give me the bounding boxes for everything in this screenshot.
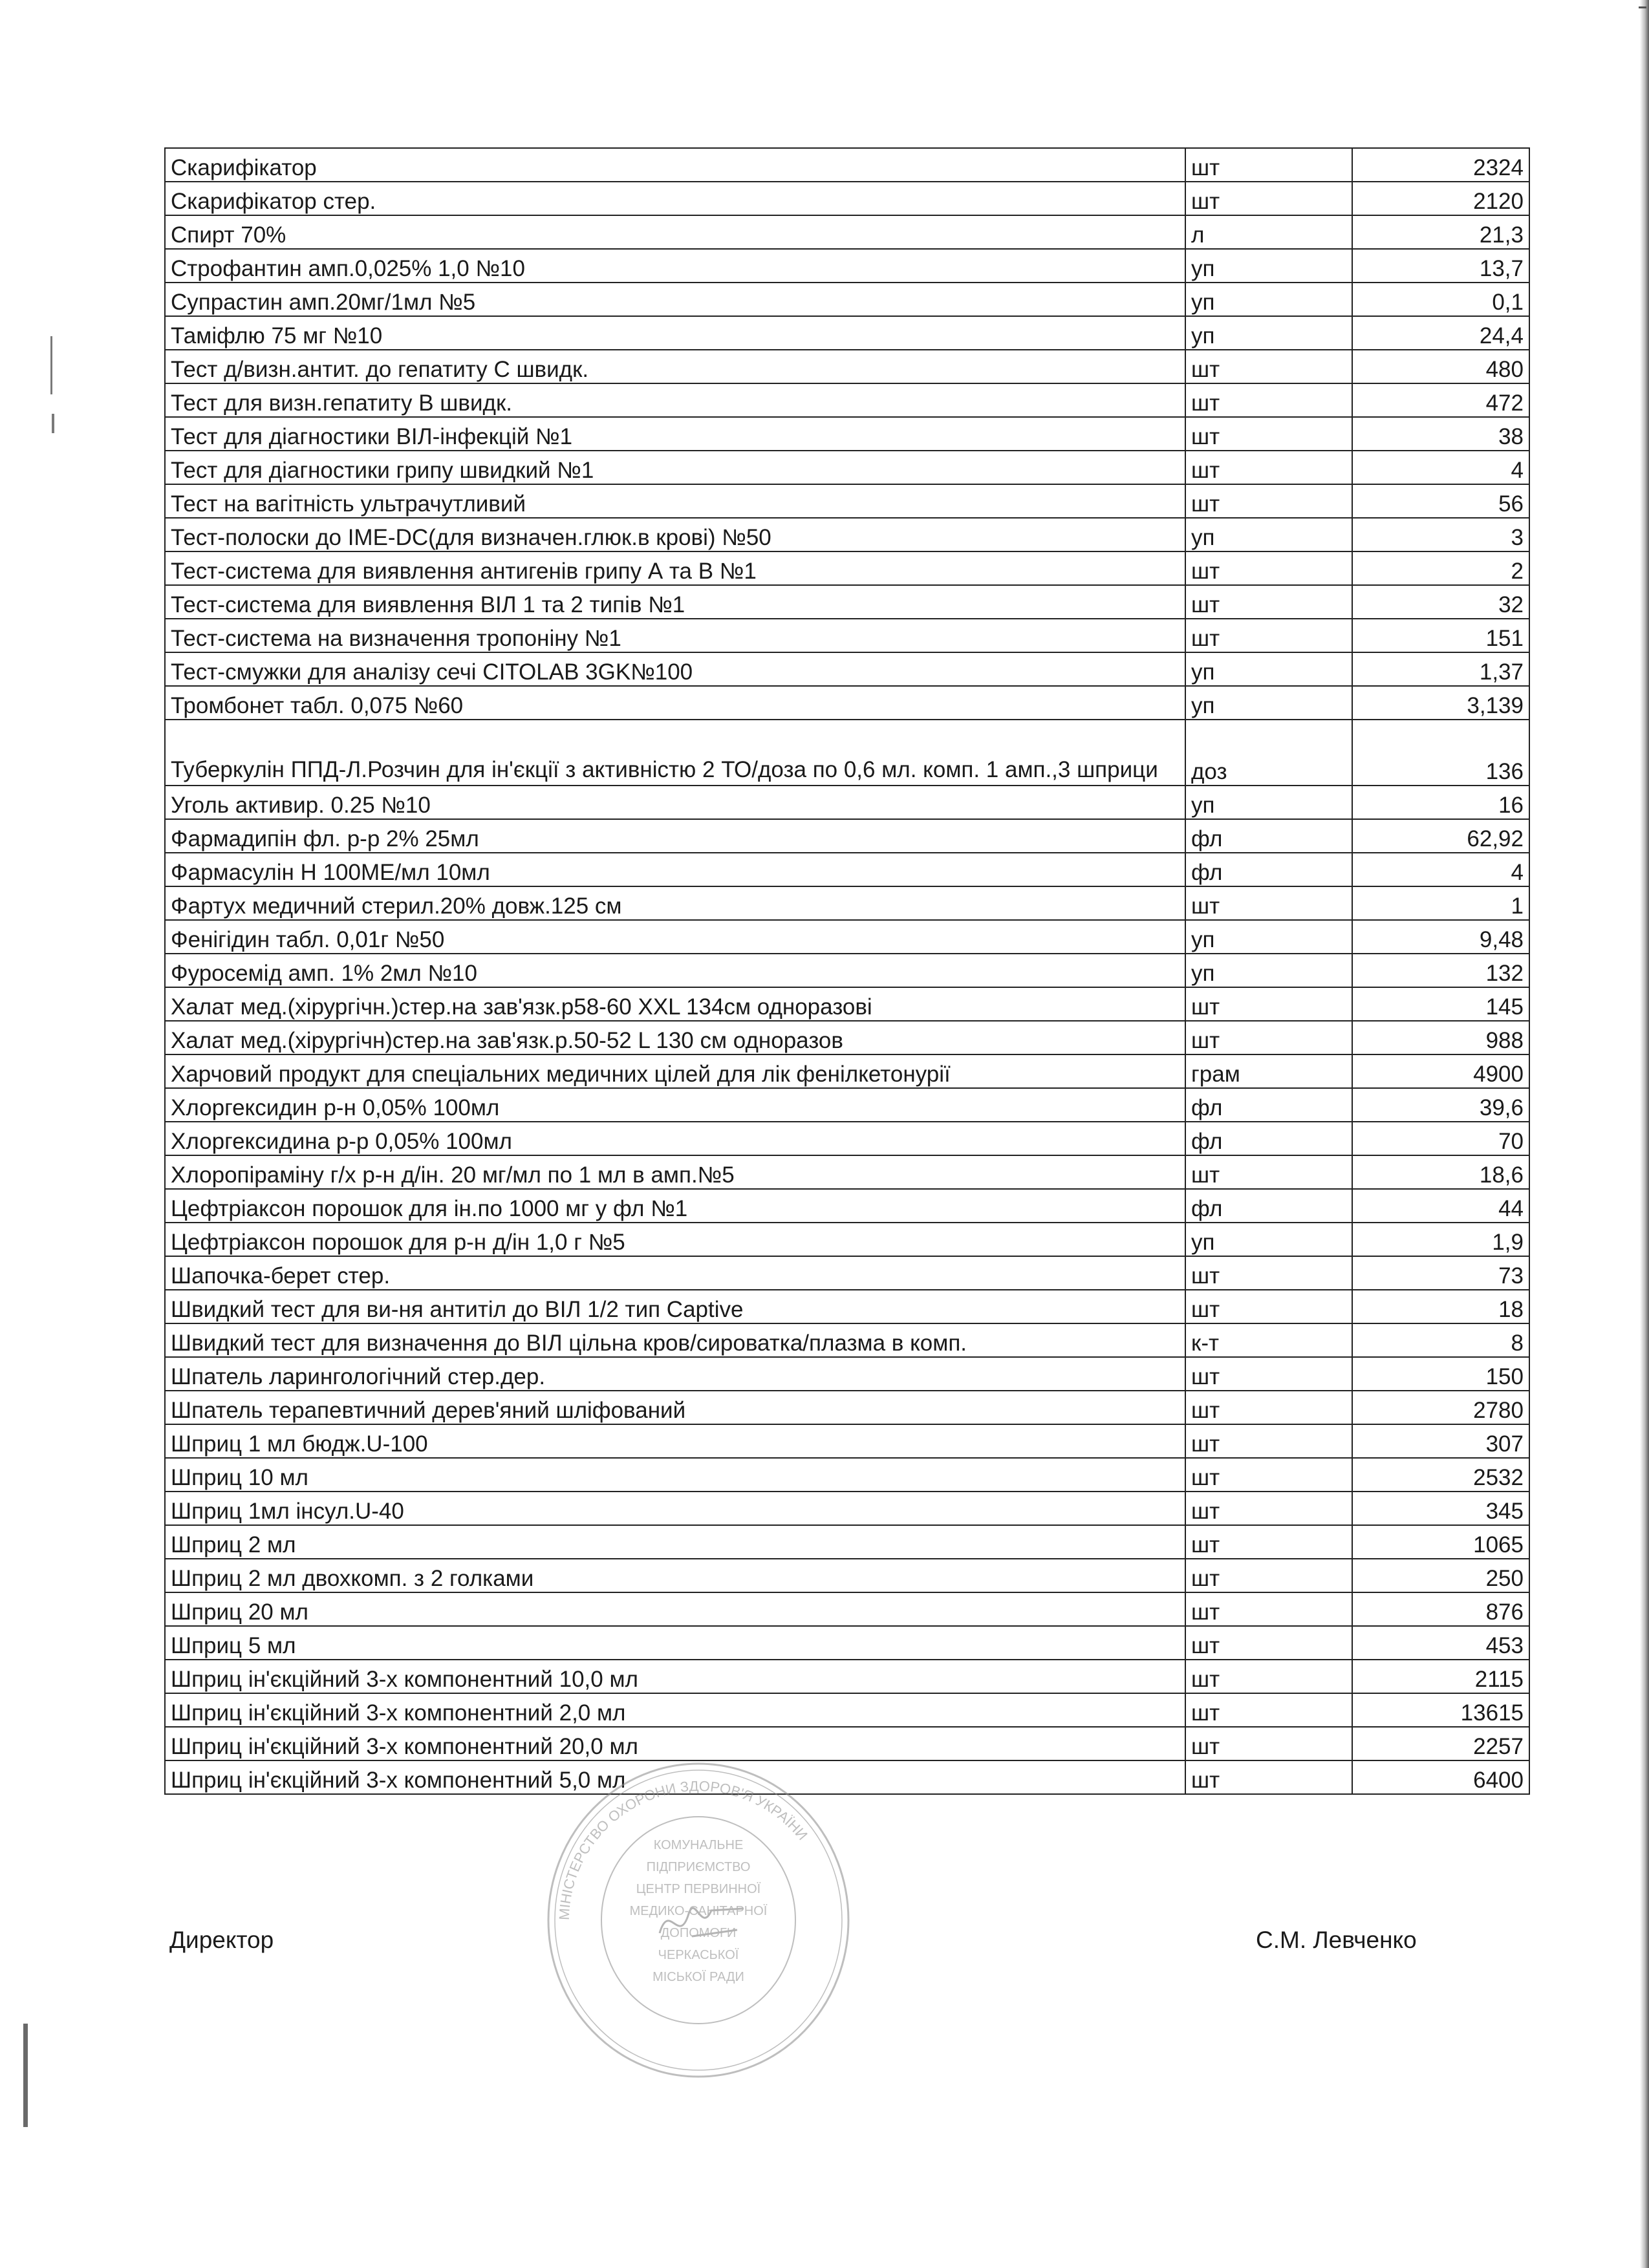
inventory-table-body bbox=[165, 148, 1529, 1794]
item-quantity-cell: 73 bbox=[1352, 1256, 1529, 1290]
stamp-inner-line: МЕДИКО-САНІТАРНОЇ bbox=[629, 1904, 768, 1918]
item-quantity-cell: 250 bbox=[1352, 1559, 1529, 1592]
scan-edge-shadow bbox=[1640, 0, 1649, 2268]
table-row bbox=[165, 1626, 1529, 1660]
item-unit-cell: шт bbox=[1185, 1256, 1352, 1290]
item-name-cell: Строфантин амп.0,025% 1,0 №10 bbox=[165, 249, 1185, 283]
item-name-cell: Тест д/визн.антит. до гепатиту С швидк. bbox=[165, 350, 1185, 383]
table-row bbox=[165, 316, 1529, 350]
item-name-cell: Скарифікатор стер. bbox=[165, 182, 1185, 215]
item-name-cell: Тест для діагностики ВІЛ-інфекцій №1 bbox=[165, 417, 1185, 451]
item-quantity-cell: 2 bbox=[1352, 551, 1529, 585]
stamp-inner-line: МІСЬКОЇ РАДИ bbox=[652, 1970, 744, 1984]
item-unit-cell: фл bbox=[1185, 1189, 1352, 1223]
item-quantity-cell: 1065 bbox=[1352, 1525, 1529, 1559]
item-name-cell: Тромбонет табл. 0,075 №60 bbox=[165, 686, 1185, 720]
item-unit-cell: шт bbox=[1185, 1290, 1352, 1323]
item-unit-cell: шт bbox=[1185, 451, 1352, 484]
table-row bbox=[165, 417, 1529, 451]
item-unit-cell: грам bbox=[1185, 1054, 1352, 1088]
item-quantity-cell: 150 bbox=[1352, 1357, 1529, 1391]
item-unit-cell: шт bbox=[1185, 1155, 1352, 1189]
item-quantity-cell: 4 bbox=[1352, 853, 1529, 886]
item-unit-cell: шт bbox=[1185, 1391, 1352, 1424]
item-unit-cell: шт bbox=[1185, 1693, 1352, 1727]
item-unit-cell: шт bbox=[1185, 619, 1352, 652]
table-row bbox=[165, 1357, 1529, 1391]
item-name-cell: Шприц 1 мл бюдж.U-100 bbox=[165, 1424, 1185, 1458]
item-name-cell: Шпатель терапевтичний дерев'яний шліфований bbox=[165, 1391, 1185, 1424]
item-name-cell: Шапочка-берет стер. bbox=[165, 1256, 1185, 1290]
item-unit-cell: уп bbox=[1185, 920, 1352, 954]
item-quantity-cell: 4 bbox=[1352, 451, 1529, 484]
item-name-cell: Шприц ін'єкційний 3-х компонентний 5,0 мл bbox=[165, 1760, 1185, 1794]
item-name-cell: Цефтріаксон порошок для р-н д/ін 1,0 г №5 bbox=[165, 1223, 1185, 1256]
item-unit-cell: фл bbox=[1185, 853, 1352, 886]
scan-artifact bbox=[52, 414, 54, 433]
table-row bbox=[165, 350, 1529, 383]
table-row bbox=[165, 954, 1529, 987]
item-quantity-cell: 1,37 bbox=[1352, 652, 1529, 686]
item-unit-cell: уп bbox=[1185, 954, 1352, 987]
table-row bbox=[165, 1458, 1529, 1492]
item-name-cell: Шприц 2 мл bbox=[165, 1525, 1185, 1559]
item-unit-cell: шт bbox=[1185, 1559, 1352, 1592]
stamp-inner-line: ДОПОМОГИ bbox=[660, 1926, 737, 1940]
item-unit-cell: шт bbox=[1185, 585, 1352, 619]
item-unit-cell: л bbox=[1185, 215, 1352, 249]
item-quantity-cell: 151 bbox=[1352, 619, 1529, 652]
item-name-cell: Уголь активир. 0.25 №10 bbox=[165, 786, 1185, 819]
table-row bbox=[165, 451, 1529, 484]
item-quantity-cell: 32 bbox=[1352, 585, 1529, 619]
item-name-cell: Тест для визн.гепатиту В швидк. bbox=[165, 383, 1185, 417]
item-quantity-cell: 345 bbox=[1352, 1492, 1529, 1525]
item-name-cell: Харчовий продукт для спеціальних медичних цілей для лік фенілкетонурії bbox=[165, 1054, 1185, 1088]
table-row bbox=[165, 819, 1529, 853]
item-unit-cell: к-т bbox=[1185, 1323, 1352, 1357]
item-name-cell: Спирт 70% bbox=[165, 215, 1185, 249]
item-name-cell: Шприц ін'єкційний 3-х компонентний 20,0 мл bbox=[165, 1727, 1185, 1760]
item-quantity-cell: 8 bbox=[1352, 1323, 1529, 1357]
stamp-inner-line: ЧЕРКАСЬКОЇ bbox=[658, 1948, 739, 1962]
table-row bbox=[165, 1693, 1529, 1727]
item-quantity-cell: 0,1 bbox=[1352, 283, 1529, 316]
item-unit-cell: доз bbox=[1185, 720, 1352, 786]
item-quantity-cell: 38 bbox=[1352, 417, 1529, 451]
item-unit-cell: уп bbox=[1185, 249, 1352, 283]
item-unit-cell: шт bbox=[1185, 484, 1352, 518]
item-quantity-cell: 70 bbox=[1352, 1122, 1529, 1155]
item-unit-cell: шт bbox=[1185, 1458, 1352, 1492]
scan-artifact bbox=[23, 2024, 28, 2127]
item-name-cell: Швидкий тест для ви-ня антитіл до ВІЛ 1/2 тип Captive bbox=[165, 1290, 1185, 1323]
item-name-cell: Шприц 5 мл bbox=[165, 1626, 1185, 1660]
item-name-cell: Шприц ін'єкційний 3-х компонентний 10,0 мл bbox=[165, 1660, 1185, 1693]
item-unit-cell: шт bbox=[1185, 1525, 1352, 1559]
item-name-cell: Хлоргексидин р-н 0,05% 100мл bbox=[165, 1088, 1185, 1122]
item-unit-cell: уп bbox=[1185, 1223, 1352, 1256]
table-row bbox=[165, 1660, 1529, 1693]
table-row bbox=[165, 1189, 1529, 1223]
item-quantity-cell: 453 bbox=[1352, 1626, 1529, 1660]
table-row bbox=[165, 1122, 1529, 1155]
item-name-cell: Тест-смужки для аналізу сечі CITOLAB 3GK№100 bbox=[165, 652, 1185, 686]
item-unit-cell: шт bbox=[1185, 1492, 1352, 1525]
item-name-cell: Халат мед.(хірургічн)стер.на зав'язк.р.50-52 L 130 см одноразов bbox=[165, 1021, 1185, 1054]
official-stamp bbox=[530, 1739, 867, 2101]
item-name-cell: Шприц ін'єкційний 3-х компонентний 2,0 мл bbox=[165, 1693, 1185, 1727]
item-quantity-cell: 3 bbox=[1352, 518, 1529, 551]
item-unit-cell: шт bbox=[1185, 1021, 1352, 1054]
item-name-cell: Фенігідин табл. 0,01г №50 bbox=[165, 920, 1185, 954]
table-row bbox=[165, 1054, 1529, 1088]
item-quantity-cell: 480 bbox=[1352, 350, 1529, 383]
item-name-cell: Шпатель ларингологічний стер.дер. bbox=[165, 1357, 1185, 1391]
table-row bbox=[165, 182, 1529, 215]
item-name-cell: Шприц 20 мл bbox=[165, 1592, 1185, 1626]
table-row bbox=[165, 484, 1529, 518]
item-quantity-cell: 132 bbox=[1352, 954, 1529, 987]
item-name-cell: Тест-полоски до IME-DC(для визначен.глюк.в крові) №50 bbox=[165, 518, 1185, 551]
stamp-inner-line: ПІДПРИЄМСТВО bbox=[646, 1860, 751, 1874]
item-unit-cell: шт bbox=[1185, 1760, 1352, 1794]
item-quantity-cell: 16 bbox=[1352, 786, 1529, 819]
item-unit-cell: уп bbox=[1185, 283, 1352, 316]
item-name-cell: Фартух медичний стерил.20% довж.125 см bbox=[165, 886, 1185, 920]
item-quantity-cell: 4900 bbox=[1352, 1054, 1529, 1088]
table-row bbox=[165, 652, 1529, 686]
table-row bbox=[165, 148, 1529, 182]
item-quantity-cell: 18,6 bbox=[1352, 1155, 1529, 1189]
table-row bbox=[165, 215, 1529, 249]
item-quantity-cell: 44 bbox=[1352, 1189, 1529, 1223]
item-unit-cell: шт bbox=[1185, 987, 1352, 1021]
table-row bbox=[165, 249, 1529, 283]
table-row bbox=[165, 1391, 1529, 1424]
item-quantity-cell: 13,7 bbox=[1352, 249, 1529, 283]
table-row bbox=[165, 1424, 1529, 1458]
item-unit-cell: шт bbox=[1185, 1626, 1352, 1660]
item-name-cell: Скарифікатор bbox=[165, 148, 1185, 182]
item-name-cell: Цефтріаксон порошок для ін.по 1000 мг у фл №1 bbox=[165, 1189, 1185, 1223]
table-row bbox=[165, 518, 1529, 551]
table-row bbox=[165, 987, 1529, 1021]
item-unit-cell: шт bbox=[1185, 182, 1352, 215]
table-row bbox=[165, 786, 1529, 819]
item-unit-cell: шт bbox=[1185, 551, 1352, 585]
item-quantity-cell: 2120 bbox=[1352, 182, 1529, 215]
item-unit-cell: шт bbox=[1185, 148, 1352, 182]
item-quantity-cell: 988 bbox=[1352, 1021, 1529, 1054]
stamp-inner-line: КОМУНАЛЬНЕ bbox=[653, 1838, 744, 1852]
item-quantity-cell: 2324 bbox=[1352, 148, 1529, 182]
table-row bbox=[165, 1492, 1529, 1525]
inventory-table bbox=[164, 147, 1530, 1795]
item-quantity-cell: 39,6 bbox=[1352, 1088, 1529, 1122]
item-unit-cell: шт bbox=[1185, 1660, 1352, 1693]
table-row bbox=[165, 920, 1529, 954]
item-unit-cell: фл bbox=[1185, 819, 1352, 853]
stamp-inner-text bbox=[630, 1838, 768, 1984]
item-quantity-cell: 6400 bbox=[1352, 1760, 1529, 1794]
item-name-cell: Супрастин амп.20мг/1мл №5 bbox=[165, 283, 1185, 316]
item-quantity-cell: 2257 bbox=[1352, 1727, 1529, 1760]
table-row bbox=[165, 551, 1529, 585]
item-unit-cell: уп bbox=[1185, 786, 1352, 819]
item-unit-cell: уп bbox=[1185, 316, 1352, 350]
item-name-cell: Тест-система на визначення тропоніну №1 bbox=[165, 619, 1185, 652]
table-row bbox=[165, 1323, 1529, 1357]
item-quantity-cell: 62,92 bbox=[1352, 819, 1529, 853]
item-quantity-cell: 21,3 bbox=[1352, 215, 1529, 249]
item-name-cell: Шприц 2 мл двохкомп. з 2 голками bbox=[165, 1559, 1185, 1592]
item-name-cell: Фуросемід амп. 1% 2мл №10 bbox=[165, 954, 1185, 987]
table-row bbox=[165, 283, 1529, 316]
table-row bbox=[165, 1256, 1529, 1290]
table-row bbox=[165, 1155, 1529, 1189]
table-row bbox=[165, 1592, 1529, 1626]
item-name-cell: Шприц 1мл інсул.U-40 bbox=[165, 1492, 1185, 1525]
stamp-outer-text: МІНІСТЕРСТВО ОХОРОНИ ЗДОРОВ'Я УКРАЇНИ bbox=[555, 1777, 811, 1921]
item-unit-cell: шт bbox=[1185, 383, 1352, 417]
item-name-cell: Туберкулін ППД-Л.Розчин для ін'єкції з активністю 2 ТО/доза по 0,6 мл. комп. 1 амп.,3 шприци bbox=[165, 720, 1185, 786]
item-name-cell: Фармасулін Н 100МЕ/мл 10мл bbox=[165, 853, 1185, 886]
item-quantity-cell: 876 bbox=[1352, 1592, 1529, 1626]
item-unit-cell: шт bbox=[1185, 1424, 1352, 1458]
scan-artifact bbox=[1639, 6, 1646, 8]
item-name-cell: Тест на вагітність ультрачутливий bbox=[165, 484, 1185, 518]
item-quantity-cell: 18 bbox=[1352, 1290, 1529, 1323]
item-name-cell: Тест-система для виявлення ВІЛ 1 та 2 типів №1 bbox=[165, 585, 1185, 619]
table-row bbox=[165, 1088, 1529, 1122]
signatory-name: С.М. Левченко bbox=[1256, 1927, 1417, 1953]
item-unit-cell: уп bbox=[1185, 686, 1352, 720]
item-quantity-cell: 307 bbox=[1352, 1424, 1529, 1458]
stamp-inner-line: ЦЕНТР ПЕРВИННОЇ bbox=[636, 1882, 761, 1896]
item-name-cell: Халат мед.(хірургічн.)стер.на зав'язк.р58-60 XXL 134см одноразові bbox=[165, 987, 1185, 1021]
item-name-cell: Швидкий тест для визначення до ВІЛ цільна кров/сироватка/плазма в комп. bbox=[165, 1323, 1185, 1357]
item-name-cell: Тест-система для виявлення антигенів грипу А та В №1 bbox=[165, 551, 1185, 585]
item-unit-cell: шт bbox=[1185, 1727, 1352, 1760]
item-unit-cell: шт bbox=[1185, 1357, 1352, 1391]
item-unit-cell: уп bbox=[1185, 518, 1352, 551]
item-unit-cell: уп bbox=[1185, 652, 1352, 686]
item-quantity-cell: 145 bbox=[1352, 987, 1529, 1021]
item-quantity-cell: 13615 bbox=[1352, 1693, 1529, 1727]
scan-artifact bbox=[50, 336, 52, 394]
table-row bbox=[165, 383, 1529, 417]
item-quantity-cell: 2532 bbox=[1352, 1458, 1529, 1492]
item-unit-cell: фл bbox=[1185, 1122, 1352, 1155]
item-name-cell: Шприц 10 мл bbox=[165, 1458, 1185, 1492]
item-unit-cell: шт bbox=[1185, 886, 1352, 920]
item-quantity-cell: 472 bbox=[1352, 383, 1529, 417]
item-quantity-cell: 2780 bbox=[1352, 1391, 1529, 1424]
item-name-cell: Тест для діагностики грипу швидкий №1 bbox=[165, 451, 1185, 484]
item-name-cell: Фармадипін фл. р-р 2% 25мл bbox=[165, 819, 1185, 853]
signatory-title: Директор bbox=[169, 1927, 274, 1953]
table-row bbox=[165, 1290, 1529, 1323]
item-quantity-cell: 136 bbox=[1352, 720, 1529, 786]
item-name-cell: Хлоропіраміну г/х р-н д/ін. 20 мг/мл по 1 мл в амп.№5 bbox=[165, 1155, 1185, 1189]
item-quantity-cell: 24,4 bbox=[1352, 316, 1529, 350]
table-row bbox=[165, 1021, 1529, 1054]
table-row bbox=[165, 886, 1529, 920]
item-quantity-cell: 1 bbox=[1352, 886, 1529, 920]
table-row bbox=[165, 585, 1529, 619]
table-row bbox=[165, 1223, 1529, 1256]
table-row bbox=[165, 720, 1529, 786]
item-quantity-cell: 9,48 bbox=[1352, 920, 1529, 954]
table-row bbox=[165, 686, 1529, 720]
table-row bbox=[165, 1559, 1529, 1592]
item-unit-cell: шт bbox=[1185, 1592, 1352, 1626]
table-row bbox=[165, 1525, 1529, 1559]
item-unit-cell: шт bbox=[1185, 350, 1352, 383]
item-name-cell: Таміфлю 75 мг №10 bbox=[165, 316, 1185, 350]
item-quantity-cell: 1,9 bbox=[1352, 1223, 1529, 1256]
item-quantity-cell: 3,139 bbox=[1352, 686, 1529, 720]
table-row bbox=[165, 853, 1529, 886]
item-unit-cell: фл bbox=[1185, 1088, 1352, 1122]
table-row bbox=[165, 619, 1529, 652]
item-name-cell: Хлоргексидина р-р 0,05% 100мл bbox=[165, 1122, 1185, 1155]
item-quantity-cell: 56 bbox=[1352, 484, 1529, 518]
item-quantity-cell: 2115 bbox=[1352, 1660, 1529, 1693]
item-unit-cell: шт bbox=[1185, 417, 1352, 451]
